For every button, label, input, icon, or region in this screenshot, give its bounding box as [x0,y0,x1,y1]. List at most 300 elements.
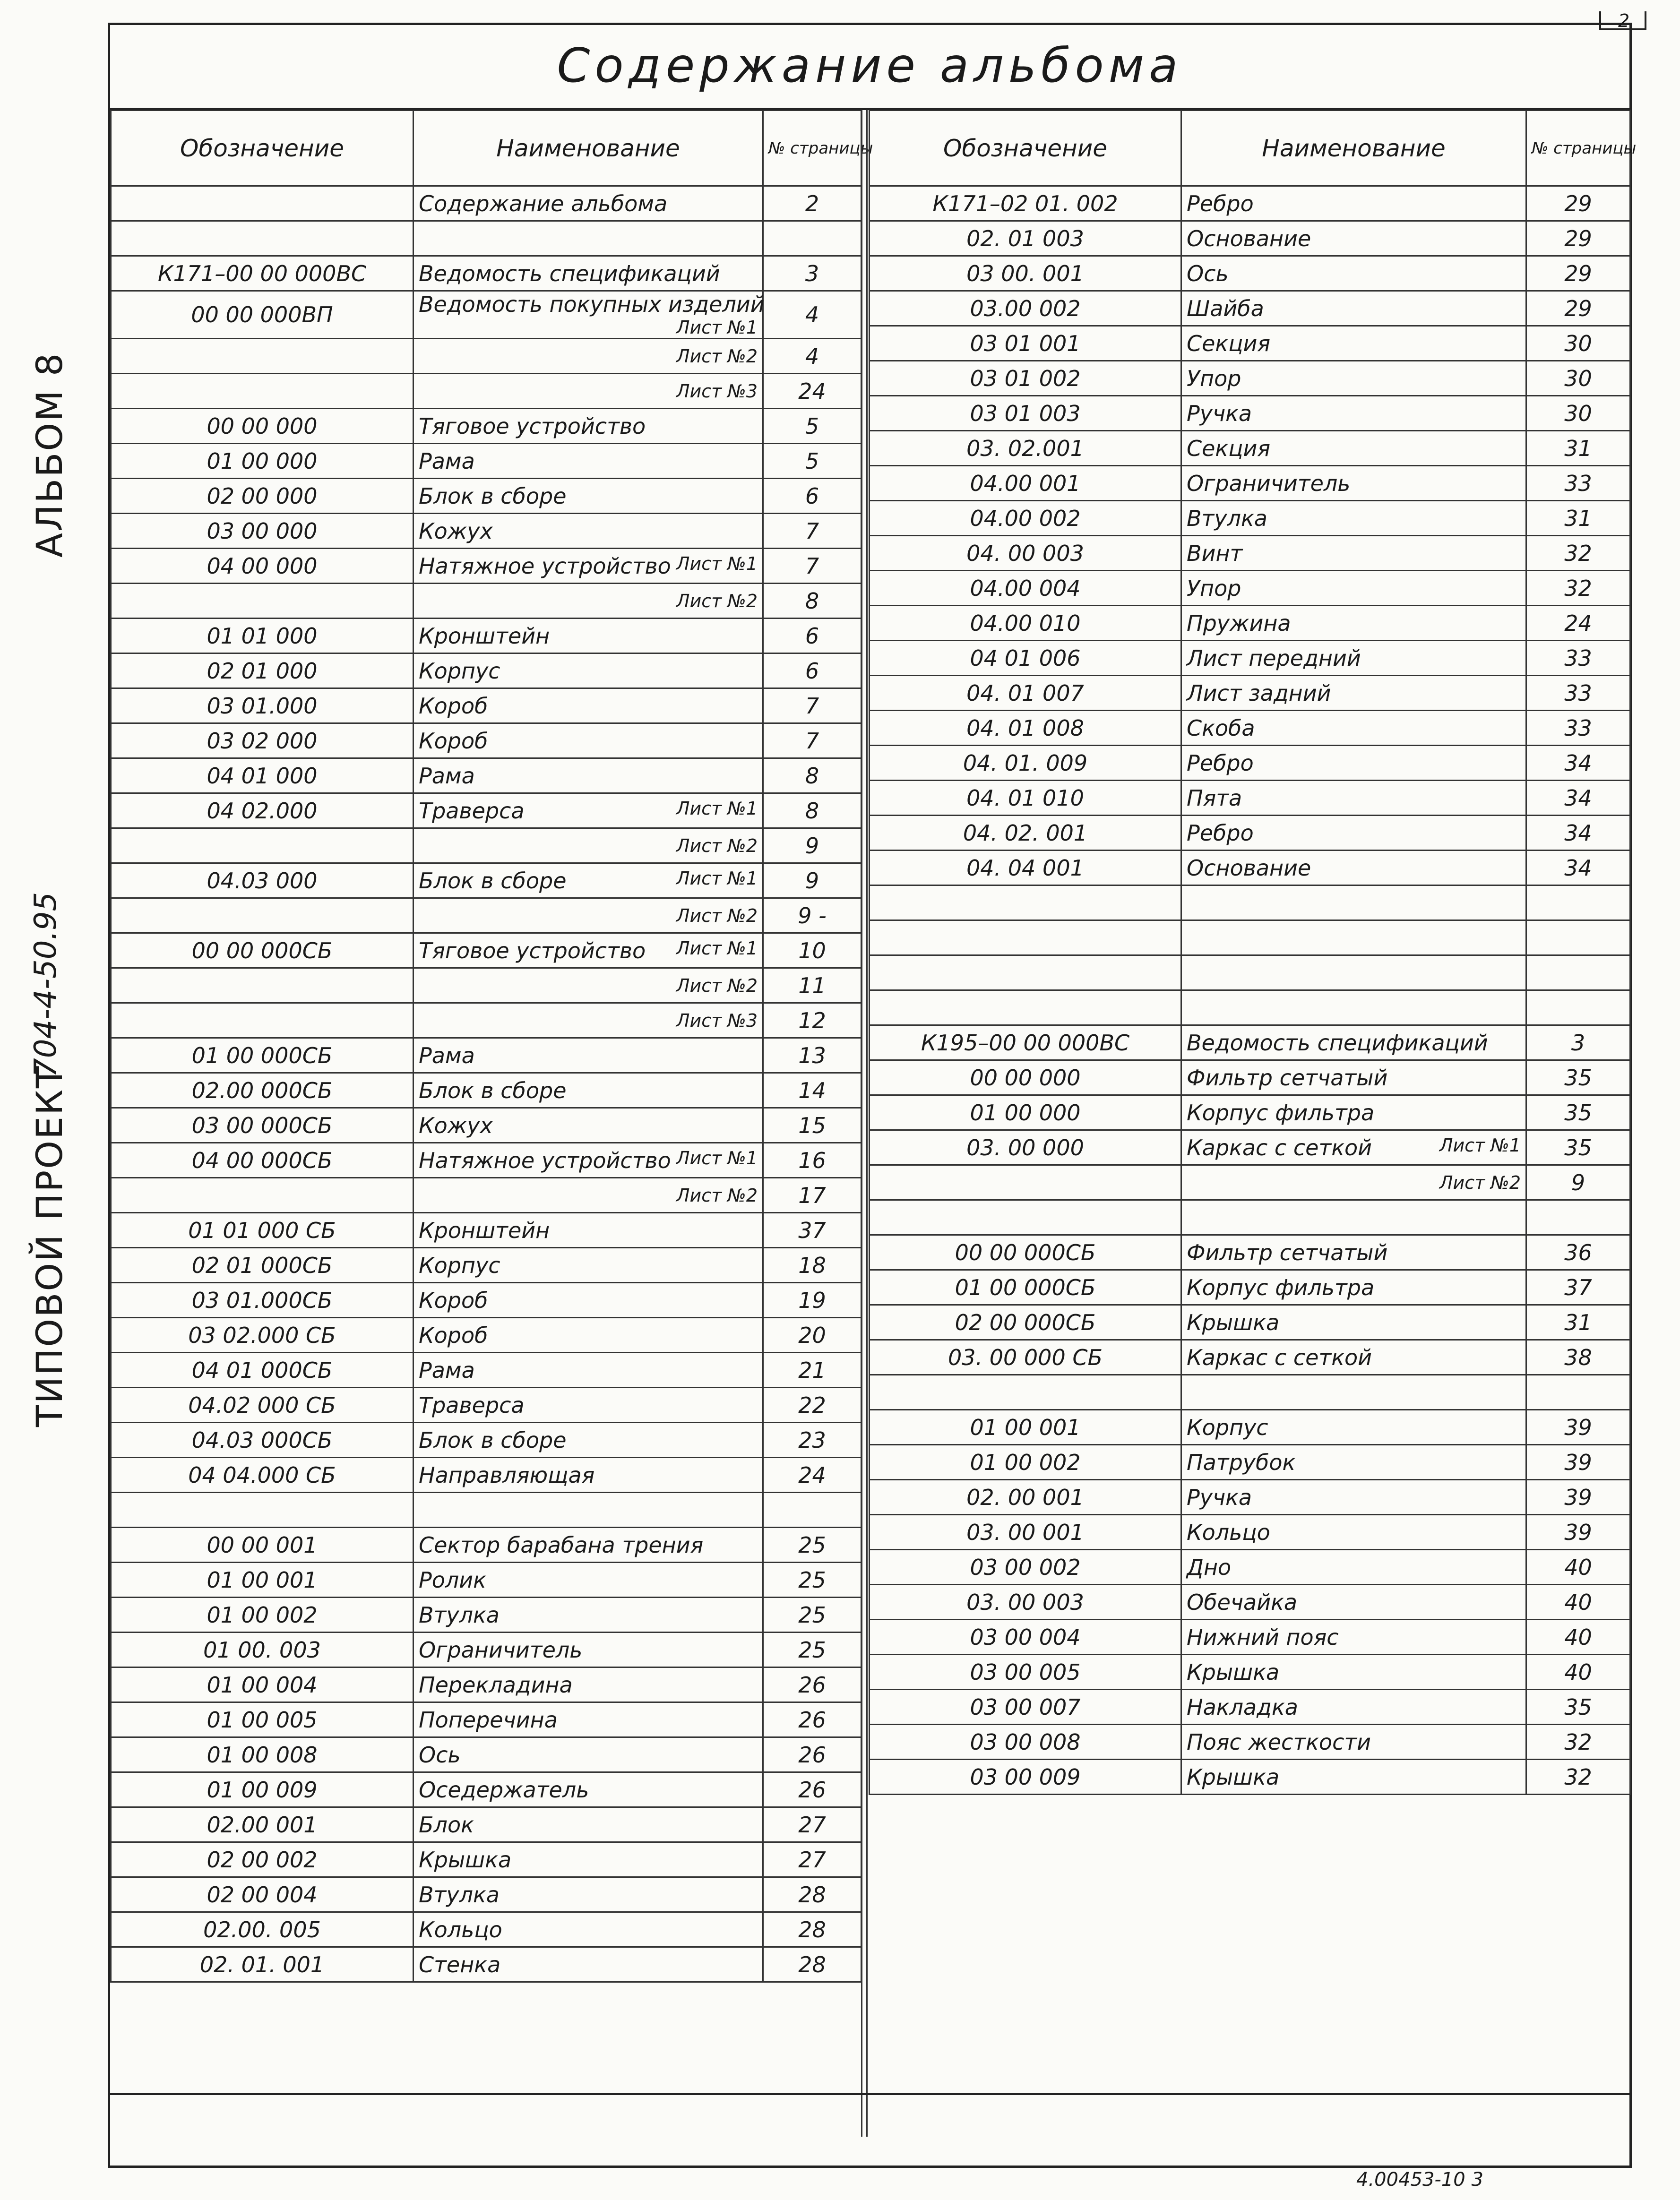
name-cell [414,863,763,898]
item-name: Корпус фильтра [1187,1274,1375,1300]
item-name: Ребро [1187,750,1254,776]
contents-table-left [110,110,873,1983]
name-cell [1181,571,1526,606]
page-cell: 24 [763,374,862,409]
page-cell: 7 [763,549,862,584]
designation-cell [870,1165,1181,1200]
name-cell [414,1108,763,1143]
designation-cell: 03.00 002 [870,291,1181,326]
table-row [870,1060,1630,1095]
page-cell: 40 [1526,1585,1630,1620]
designation-cell [870,990,1181,1025]
page-cell: 29 [1526,221,1630,256]
page-cell: 5 [763,409,862,444]
name-cell [414,514,763,549]
page-cell: 33 [1526,711,1630,746]
designation-cell: 02. 00 001 [870,1480,1181,1515]
page-cell [1526,990,1630,1025]
name-cell [1181,1725,1526,1760]
designation-cell: 04 01 000СБ [111,1353,414,1388]
designation-cell: 04 01 000 [111,758,414,793]
designation-cell: 01 00 000СБ [870,1270,1181,1305]
name-cell [414,828,763,863]
name-cell [1181,1025,1526,1060]
table-row [111,256,862,291]
name-cell [1181,746,1526,781]
designation-cell [870,1375,1181,1410]
item-name: Кольцо [419,1916,502,1942]
table-row [111,374,862,409]
designation-cell: 03 01 003 [870,396,1181,431]
item-name: Траверса [419,798,525,824]
item-name: Кронштейн [419,623,550,649]
page-cell: 35 [1526,1690,1630,1725]
table-row [870,676,1630,711]
table-row [870,221,1630,256]
table-row [870,1235,1630,1270]
header-page: № страницы [1526,111,1630,186]
designation-cell: 03 00 002 [870,1550,1181,1585]
item-name: Блок в сборе [419,1077,567,1103]
table-row [111,186,862,221]
name-cell [414,1213,763,1248]
designation-cell: К195–00 00 000ВС [870,1025,1181,1060]
page-cell: 8 [763,758,862,793]
designation-cell: 04.00 004 [870,571,1181,606]
sheet-label: Лист №2 [676,975,758,996]
page-cell: 7 [763,688,862,723]
page-cell: 34 [1526,816,1630,851]
item-name: Винт [1187,540,1243,566]
album-label: АЛЬБОМ 8 [28,352,70,558]
item-name: Короб [419,728,488,754]
page-cell: 24 [1526,606,1630,641]
table-row [111,1737,862,1772]
table-row [111,933,862,968]
table-row [870,1655,1630,1690]
designation-cell: 04. 01. 009 [870,746,1181,781]
item-name: Лист передний [1187,645,1361,671]
designation-cell: 01 00 005 [111,1702,414,1737]
name-cell [1181,1235,1526,1270]
page-cell [763,221,862,256]
item-name: Ограничитель [419,1637,583,1663]
item-name: Ручка [1187,400,1252,426]
item-name: Фильтр сетчатый [1187,1065,1388,1091]
page-cell: 35 [1526,1095,1630,1130]
table-row [870,1165,1630,1200]
item-name: Ведомость покупных изделий [419,292,765,317]
table-row [111,1667,862,1702]
designation-cell: 03. 02.001 [870,431,1181,466]
page-cell: 29 [1526,186,1630,221]
item-name: Рама [419,448,475,474]
table-row [870,256,1630,291]
table-row [870,1690,1630,1725]
designation-cell: 04.00 002 [870,501,1181,536]
name-cell [1181,1305,1526,1340]
designation-cell: 02. 01. 001 [111,1947,414,1982]
page-cell: 29 [1526,291,1630,326]
name-cell [414,688,763,723]
name-cell [1181,1655,1526,1690]
designation-cell: 01 00 002 [111,1598,414,1633]
item-name: Короб [419,1287,488,1313]
designation-cell: 03 02 000 [111,723,414,758]
item-name: Крышка [1187,1764,1280,1790]
sheet-label: Лист №2 [676,590,758,611]
item-name: Скоба [1187,715,1255,741]
table-row [111,1003,862,1038]
header-name: Наименование [414,111,763,186]
table-row [870,1760,1630,1795]
item-name: Каркас с сеткой [1187,1134,1372,1160]
designation-cell [111,968,414,1003]
designation-cell: 03 01.000СБ [111,1283,414,1318]
page-cell: 35 [1526,1060,1630,1095]
item-name: Обечайка [1187,1589,1298,1615]
header-name: Наименование [1181,111,1526,186]
name-cell [1181,641,1526,676]
page-cell: 2 [763,186,862,221]
page-cell: 39 [1526,1515,1630,1550]
designation-cell: 01 00 000 [111,444,414,479]
table-row [870,1095,1630,1130]
designation-cell: 03 00 004 [870,1620,1181,1655]
name-cell [414,1633,763,1667]
designation-cell: 01 00 004 [111,1667,414,1702]
table-row [111,828,862,863]
name-cell [1181,781,1526,816]
table-row [111,1423,862,1458]
table-row [111,1458,862,1493]
page-cell: 26 [763,1737,862,1772]
table-row [870,1375,1630,1410]
designation-cell [870,885,1181,920]
table-row [870,1480,1630,1515]
page-cell: 5 [763,444,862,479]
table-row [870,501,1630,536]
name-cell [414,374,763,409]
item-name: Втулка [1187,505,1267,531]
designation-cell: 00 00 000 [111,409,414,444]
name-cell [414,1563,763,1598]
sheet-label: Лист №2 [676,345,758,367]
page-cell: 7 [763,514,862,549]
page-cell: 27 [763,1842,862,1877]
item-name: Рама [419,763,475,789]
table-row [870,1025,1630,1060]
page-cell: 34 [1526,851,1630,885]
column-separator [861,110,868,2137]
page-cell: 22 [763,1388,862,1423]
name-cell [1181,851,1526,885]
item-name: Короб [419,693,488,719]
designation-cell: 03 00 009 [870,1760,1181,1795]
designation-cell: 03. 00 001 [870,1515,1181,1550]
page-cell: 9 [763,828,862,863]
name-cell [414,584,763,619]
table-row [870,955,1630,990]
name-cell [414,1912,763,1947]
designation-cell: 04 02.000 [111,793,414,828]
table-row [111,1807,862,1842]
table-row [111,409,862,444]
name-cell [414,1248,763,1283]
page-cell: 25 [763,1633,862,1667]
name-cell [414,1947,763,1982]
name-cell [1181,326,1526,361]
designation-cell: 01 00 001 [870,1410,1181,1445]
page-cell: 37 [763,1213,862,1248]
page-cell: 32 [1526,571,1630,606]
vertical-project-label: ТИПОВОЙ ПРОЕКТ [28,1065,70,1427]
table-row [870,291,1630,326]
item-name: Ведомость спецификаций [419,260,720,286]
page-cell: 28 [763,1947,862,1982]
item-name: Ручка [1187,1484,1252,1510]
page-cell: 16 [763,1143,862,1178]
table-row [111,1283,862,1318]
page-cell: 29 [1526,256,1630,291]
name-cell [1181,1095,1526,1130]
page-cell [763,1493,862,1528]
item-name: Ребро [1187,190,1254,216]
designation-cell [111,584,414,619]
name-cell [414,758,763,793]
name-cell [1181,1165,1526,1200]
table-row [870,1340,1630,1375]
designation-cell: 03 00 000 [111,514,414,549]
page-cell: 6 [763,479,862,514]
table-row [111,1877,862,1912]
designation-cell: 00 00 000СБ [111,933,414,968]
name-cell [414,479,763,514]
page-cell: 3 [1526,1025,1630,1060]
designation-cell: 04 00 000 [111,549,414,584]
table-row [111,1388,862,1423]
page-cell: 33 [1526,466,1630,501]
designation-cell [111,186,414,221]
designation-cell: 01 01 000 СБ [111,1213,414,1248]
designation-cell: 04. 00 003 [870,536,1181,571]
page-title: Содержание альбома [557,38,1183,93]
name-cell [414,1702,763,1737]
item-name: Накладка [1187,1694,1298,1720]
page-cell: 17 [763,1178,862,1213]
designation-cell: 02 01 000СБ [111,1248,414,1283]
page-cell: 24 [763,1458,862,1493]
designation-cell [111,898,414,933]
item-name: Пояс жесткости [1187,1729,1371,1755]
table-row [111,968,862,1003]
table-row [111,1912,862,1947]
page-cell: 28 [763,1877,862,1912]
table-row [111,1598,862,1633]
table-row [870,326,1630,361]
sheet-label: Лист №1 [676,1147,758,1169]
name-cell [1181,256,1526,291]
page-cell: 25 [763,1528,862,1563]
page-cell: 40 [1526,1655,1630,1690]
page-cell: 25 [763,1563,862,1598]
table-row [111,1702,862,1737]
name-cell [414,1737,763,1772]
page-cell: 11 [763,968,862,1003]
item-name: Блок в сборе [419,1427,567,1453]
designation-cell: 01 00 009 [111,1772,414,1807]
name-cell [414,653,763,688]
designation-cell: 02.00 001 [111,1807,414,1842]
item-name: Упор [1187,365,1241,391]
page-cell: 38 [1526,1340,1630,1375]
item-name: Направляющая [419,1462,595,1488]
page-cell: 32 [1526,1760,1630,1795]
table-row [111,1353,862,1388]
designation-cell: К171–00 00 000ВС [111,256,414,291]
designation-cell [111,828,414,863]
name-cell [1181,501,1526,536]
name-cell [1181,606,1526,641]
table-row [870,1445,1630,1480]
designation-cell: 03 00. 001 [870,256,1181,291]
table-row [870,431,1630,466]
name-cell [414,1003,763,1038]
designation-cell: 02. 01 003 [870,221,1181,256]
name-cell [414,1423,763,1458]
item-name: Ролик [419,1567,486,1593]
designation-cell: 01 00 000СБ [111,1038,414,1073]
name-cell [1181,816,1526,851]
table-row [111,1633,862,1667]
designation-cell: 03 02.000 СБ [111,1318,414,1353]
item-name: Тяговое устройство [419,937,646,963]
table-row [870,711,1630,746]
item-name: Секция [1187,435,1271,461]
item-name: Блок [419,1812,474,1838]
table-row [111,1947,862,1982]
table-row [111,1073,862,1108]
table-row [111,339,862,374]
sheet-label: Лист №3 [676,1010,758,1031]
name-cell [414,1842,763,1877]
designation-cell [111,374,414,409]
table-row [870,746,1630,781]
name-cell [1181,990,1526,1025]
item-name: Крышка [1187,1659,1280,1685]
name-cell [1181,1375,1526,1410]
page-cell: 33 [1526,676,1630,711]
page-cell: 4 [763,339,862,374]
item-name: Секция [1187,330,1271,356]
designation-cell: 04. 01 010 [870,781,1181,816]
name-cell [1181,1200,1526,1235]
item-name: Корпус [419,1252,500,1278]
table-row [111,1143,862,1178]
page-cell: 9 - [763,898,862,933]
name-cell [414,1143,763,1178]
item-name: Стенка [419,1951,501,1977]
designation-cell: 01 01 000 [111,619,414,653]
designation-cell: 01 00 000 [870,1095,1181,1130]
name-cell [1181,396,1526,431]
table-header [870,111,1630,186]
item-name: Фильтр сетчатый [1187,1239,1388,1265]
designation-cell: 02.00 000СБ [111,1073,414,1108]
item-name: Блок в сборе [419,483,567,509]
name-cell [1181,1410,1526,1445]
table-row [111,291,862,339]
designation-cell: 02 00 002 [111,1842,414,1877]
page-cell [1526,1375,1630,1410]
item-name: Ребро [1187,820,1254,846]
item-name: Ведомость спецификаций [1187,1030,1488,1056]
item-name: Поперечина [419,1707,558,1733]
page-cell: 39 [1526,1445,1630,1480]
designation-cell: 02 01 000 [111,653,414,688]
name-cell [414,1877,763,1912]
designation-cell: 03 00 008 [870,1725,1181,1760]
designation-cell: 03 01.000 [111,688,414,723]
header-designation: Обозначение [870,111,1181,186]
page-cell: 6 [763,619,862,653]
name-cell [414,1528,763,1563]
item-name: Пята [1187,785,1242,811]
table-row [870,1200,1630,1235]
name-cell [414,549,763,584]
table-row [111,1248,862,1283]
table-row [870,1305,1630,1340]
table-row [870,1550,1630,1585]
table-row [870,1515,1630,1550]
name-cell [414,1493,763,1528]
designation-cell: 04.00 010 [870,606,1181,641]
designation-cell: 00 00 000СБ [870,1235,1181,1270]
table-row [111,1772,862,1807]
page-cell: 25 [763,1598,862,1633]
page-cell: 35 [1526,1130,1630,1165]
name-cell [414,1073,763,1108]
sheet-label: Лист №1 [676,937,758,959]
table-row [111,1528,862,1563]
name-cell [414,1458,763,1493]
page-cell: 28 [763,1912,862,1947]
designation-cell: 02.00. 005 [111,1912,414,1947]
page-cell: 13 [763,1038,862,1073]
item-name: Патрубок [1187,1449,1296,1475]
item-name: Пружина [1187,610,1291,636]
drawing-stamp: 4.00453-10 3 [1356,2169,1483,2191]
table-row [870,606,1630,641]
designation-cell [111,339,414,374]
sheet-label: Лист №3 [676,380,758,402]
designation-cell [111,221,414,256]
table-row [870,571,1630,606]
name-cell [414,186,763,221]
table-row [870,781,1630,816]
page-cell: 39 [1526,1410,1630,1445]
table-row [111,793,862,828]
sheet-number: 2 [1618,10,1630,31]
table-row [111,549,862,584]
table-row [111,619,862,653]
sheet-label: Лист №1 [676,868,758,889]
item-name: Основание [1187,855,1311,881]
table-row [111,1108,862,1143]
table-row [111,1213,862,1248]
sheet-label: Лист №1 [676,317,758,338]
name-cell [414,933,763,968]
